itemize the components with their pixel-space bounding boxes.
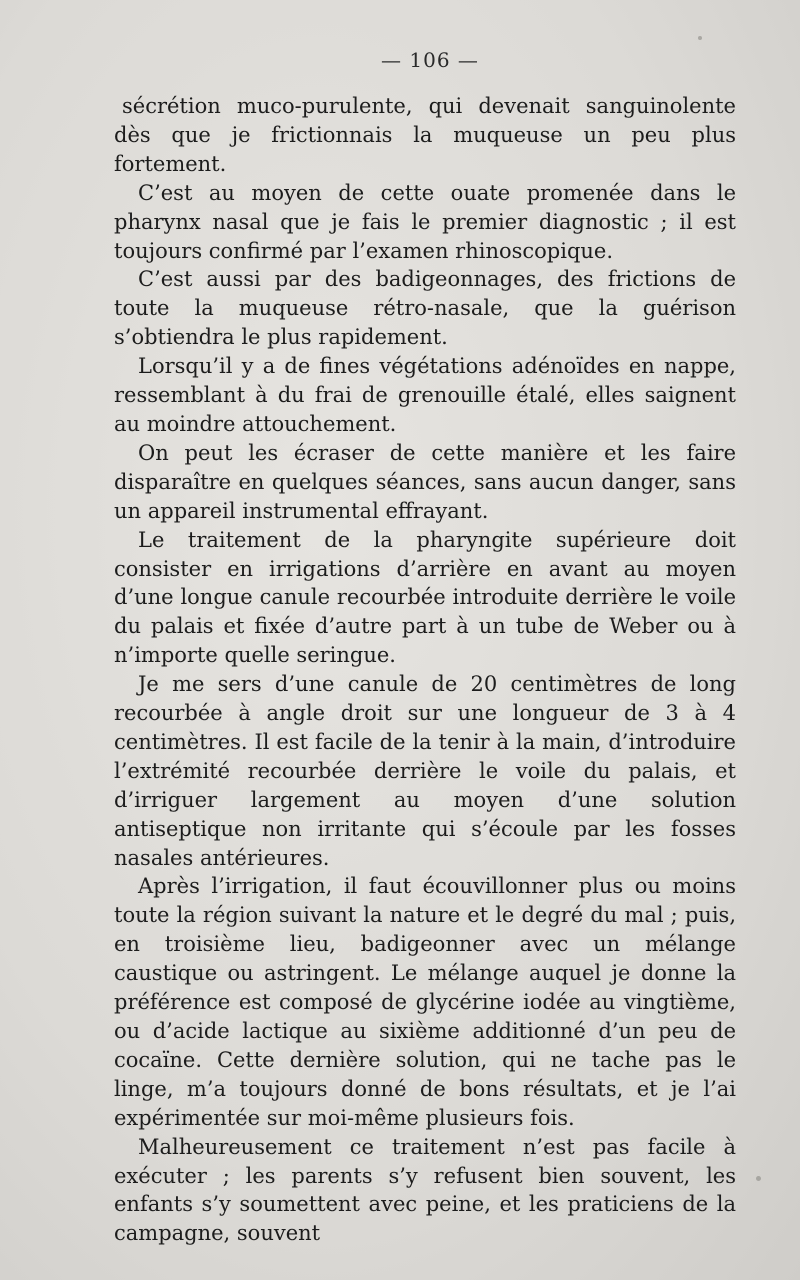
- paper-speck: [756, 1176, 761, 1181]
- paragraph-3: C’est aussi par des badigeonnages, des frictions de toute la muqueuse rétro-nasale, que la guérison s’obtiendra le plus rapidement.: [114, 267, 736, 350]
- page-number: — 106 —: [381, 48, 479, 72]
- body-text: [114, 92, 736, 1248]
- paragraph-4: Lorsqu’il y a de fines végétations adénoïdes en nappe, ressemblant à du frai de grenouille étalé, elles saignent au moindre attouchement.: [114, 354, 736, 436]
- paragraph-7: Je me sers d’une canule de 20 centimètres de long recourbée à angle droit sur une longueur de 3 à 4 centimètres. Il est facile de la tenir à la main, d’introduire l’extrémité recourbée derrière le voile du palais, et d’irriguer largement au moyen d’une solution antiseptique non irritante qui s’écoule par les fosses nasales antérieures.: [114, 672, 736, 870]
- paragraph-8: Après l’irrigation, il faut écouvillonner plus ou moins toute la région suivant la nature et le degré du mal ; puis, en troisième lieu, badigeonner avec un mélange caustique ou astringent. Le mélange auquel je donne la préférence est composé de glycérine iodée au vingtième, ou d’acide lactique au sixième additionné d’un peu de cocaïne. Cette dernière solution, qui ne tache pas le linge, m’a toujours donné de bons résultats, et je l’ai expérimentée sur moi-même plusieurs fois.: [114, 874, 736, 1130]
- paragraph-2: C’est au moyen de cette ouate promenée dans le pharynx nasal que je fais le premier diagnostic ; il est toujours confirmé par l’examen rhinoscopique.: [114, 180, 736, 263]
- paper-speck: [698, 36, 702, 40]
- paragraph-5: On peut les écraser de cette manière et les faire disparaître en quelques séances, sans aucun danger, sans un appareil instrumental effrayant.: [114, 440, 736, 523]
- paragraph-9: Malheureusement ce traitement n’est pas facile à exécuter ; les parents s’y refusent bien souvent, les enfants s’y soumettent avec peine, et les praticiens de la campagne, souvent: [114, 1134, 736, 1246]
- paragraph-1: sécrétion muco-purulente, qui devenait sanguinolente dès que je frictionnais la muqueuse un peu plus fortement.: [114, 94, 736, 176]
- paragraph-6: Le traitement de la pharyngite supérieure doit consister en irrigations d’arrière en avant au moyen d’une longue canule recourbée introduite derrière le voile du palais et fixée d’autre part à un tube de Weber ou à n’importe quelle seringue.: [114, 527, 736, 668]
